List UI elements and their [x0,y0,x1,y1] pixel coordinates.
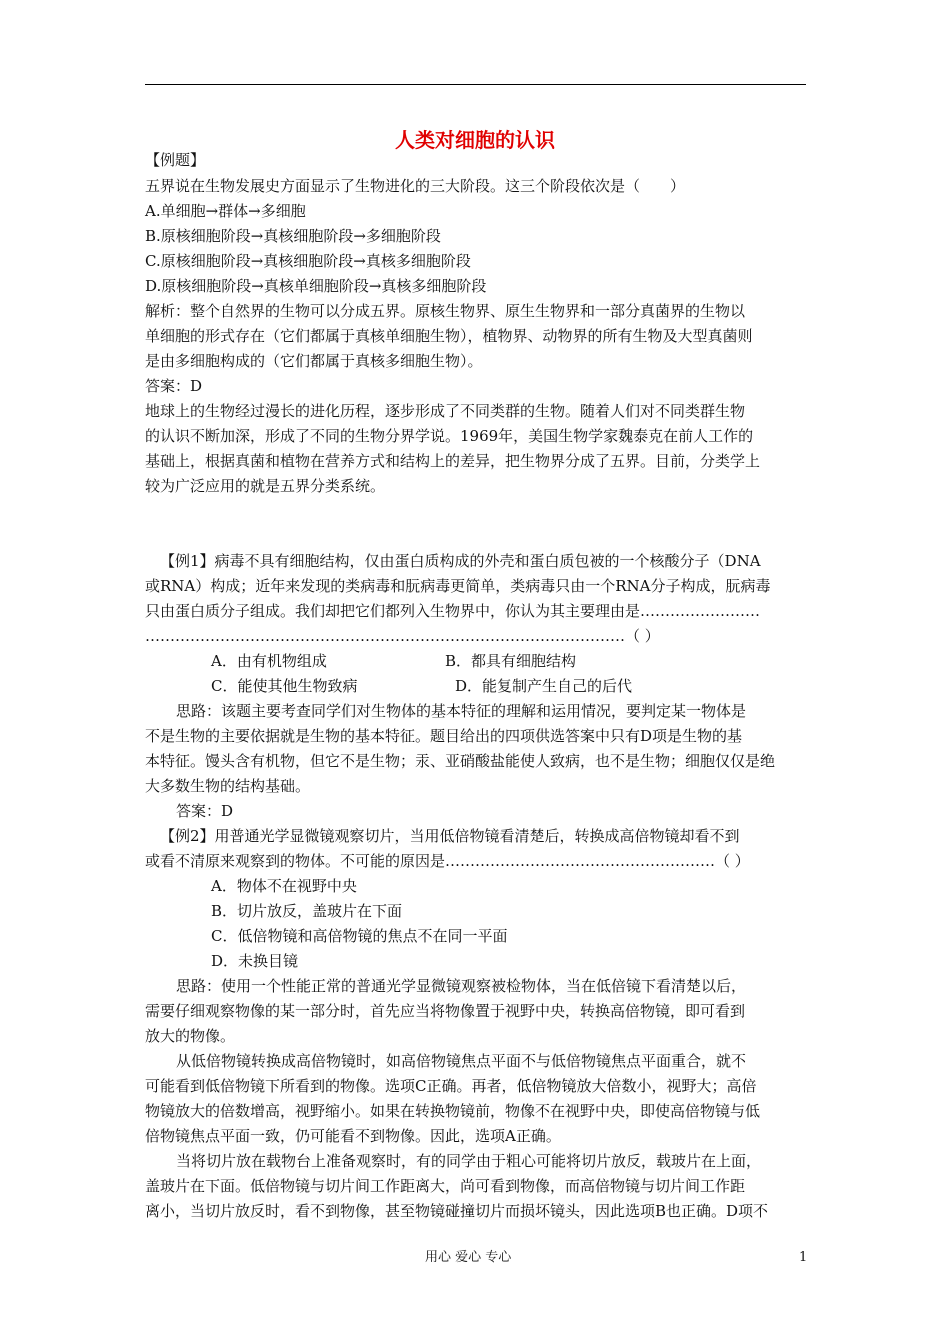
answer: 答案：D [145,377,203,395]
example1-stem: ……………………………………………………………………………………（ ） [145,627,660,645]
background-line: 基础上，根据真菌和植物在营养方式和结构上的差异，把生物界分成了五界。目前，分类学上 [145,452,761,470]
background-line: 地球上的生物经过漫长的进化历程，逐步形成了不同类群的生物。随着人们对不同类群生物 [145,402,746,420]
example2-option-b: B．切片放反，盖玻片在下面 [211,902,403,920]
example1-analysis: 思路：该题主要考查同学们对生物体的基本特征的理解和运用情况，要判定某一物体是 [176,702,747,720]
example1-option-a: A．由有机物组成 [211,652,327,670]
option-d: D.原核细胞阶段→真核单细胞阶段→真核多细胞阶段 [145,277,487,295]
example1-stem: 【例1】病毒不具有细胞结构，仅由蛋白质构成的外壳和蛋白质包被的一个核酸分子（DNA [160,552,761,570]
example1-stem: 只由蛋白质分子组成。我们却把它们都列入生物界中，你认为其主要理由是…………………… [145,602,761,620]
footer-motto: 用心 爱心 专心 [425,1250,512,1265]
analysis-line: 单细胞的形式存在（它们都属于真核单细胞生物），植物界、动物界的所有生物及大型真菌则 [145,327,753,345]
question-stem: 五界说在生物发展史方面显示了生物进化的三大阶段。这三个阶段依次是（ ） [145,177,686,195]
header-rule [145,84,806,85]
example2-stem: 或看不清原来观察到的物体。不可能的原因是………………………………………………（ ） [145,852,750,870]
section-label: 【例题】 [145,151,206,169]
example2-analysis: 物镜放大的倍数增高，视野缩小。如果在转换物镜前，物像不在视野中央，即使高倍物镜与低 [145,1102,761,1120]
example2-analysis: 离小，当切片放反时，看不到物像，甚至物镜碰撞切片而损坏镜头，因此选项B也正确。D项不 [145,1202,769,1220]
option-b: B.原核细胞阶段→真核细胞阶段→多细胞阶段 [145,227,441,245]
page-number: 1 [799,1250,808,1265]
example2-analysis: 可能看到低倍物镜下所看到的物像。选项C正确。再者，低倍物镜放大倍数小，视野大；高倍 [145,1077,757,1095]
example2-analysis: 思路：使用一个性能正常的普通光学显微镜观察被检物体，当在低倍镜下看清楚以后， [176,977,747,995]
background-line: 的认识不断加深，形成了不同的生物分界学说。1969年，美国生物学家魏泰克在前人工作的 [145,427,754,445]
example2-option-a: A．物体不在视野中央 [211,877,357,895]
example1-option-b: B．都具有细胞结构 [445,652,577,670]
example1-analysis: 本特征。馒头含有机物，但它不是生物；汞、亚硝酸盐能使人致病，也不是生物；细胞仅仅是绝 [145,752,776,770]
page-title: 人类对细胞的认识 [395,128,555,152]
background-line: 较为广泛应用的就是五界分类系统。 [145,477,386,495]
example1-stem: 或RNA）构成；近年来发现的类病毒和朊病毒更简单，类病毒只由一个RNA分子构成，朊病毒 [145,577,771,595]
option-a: A.单细胞→群体→多细胞 [145,202,306,220]
example2-option-d: D．未换目镜 [211,952,299,970]
analysis-line: 是由多细胞构成的（它们都属于真核多细胞生物）。 [145,352,483,370]
example1-option-d: D．能复制产生自己的后代 [455,677,633,695]
example1-analysis: 大多数生物的结构基础。 [145,777,311,795]
example1-answer: 答案：D [176,802,234,820]
example1-option-c: C．能使其他生物致病 [211,677,358,695]
example2-analysis: 需要仔细观察物像的某一部分时，首先应当将物像置于视野中央，转换高倍物镜，即可看到 [145,1002,746,1020]
example2-analysis: 放大的物像。 [145,1027,236,1045]
example2-stem: 【例2】用普通光学显微镜观察切片，当用低倍物镜看清楚后，转换成高倍物镜却看不到 [160,827,740,845]
example2-analysis: 倍物镜焦点平面一致，仍可能看不到物像。因此，选项A正确。 [145,1127,561,1145]
example2-analysis: 盖玻片在下面。低倍物镜与切片间工作距离大，尚可看到物像，而高倍物镜与切片间工作距 [145,1177,746,1195]
option-c: C.原核细胞阶段→真核细胞阶段→真核多细胞阶段 [145,252,471,270]
example1-analysis: 不是生物的主要依据就是生物的基本特征。题目给出的四项供选答案中只有D项是生物的基 [145,727,743,745]
example2-option-c: C．低倍物镜和高倍物镜的焦点不在同一平面 [211,927,508,945]
example2-analysis: 当将切片放在载物台上准备观察时，有的同学由于粗心可能将切片放反，载玻片在上面， [176,1152,762,1170]
analysis-line: 解析：整个自然界的生物可以分成五界。原核生物界、原生生物界和一部分真菌界的生物以 [145,302,746,320]
example2-analysis: 从低倍物镜转换成高倍物镜时，如高倍物镜焦点平面不与低倍物镜焦点平面重合，就不 [176,1052,747,1070]
